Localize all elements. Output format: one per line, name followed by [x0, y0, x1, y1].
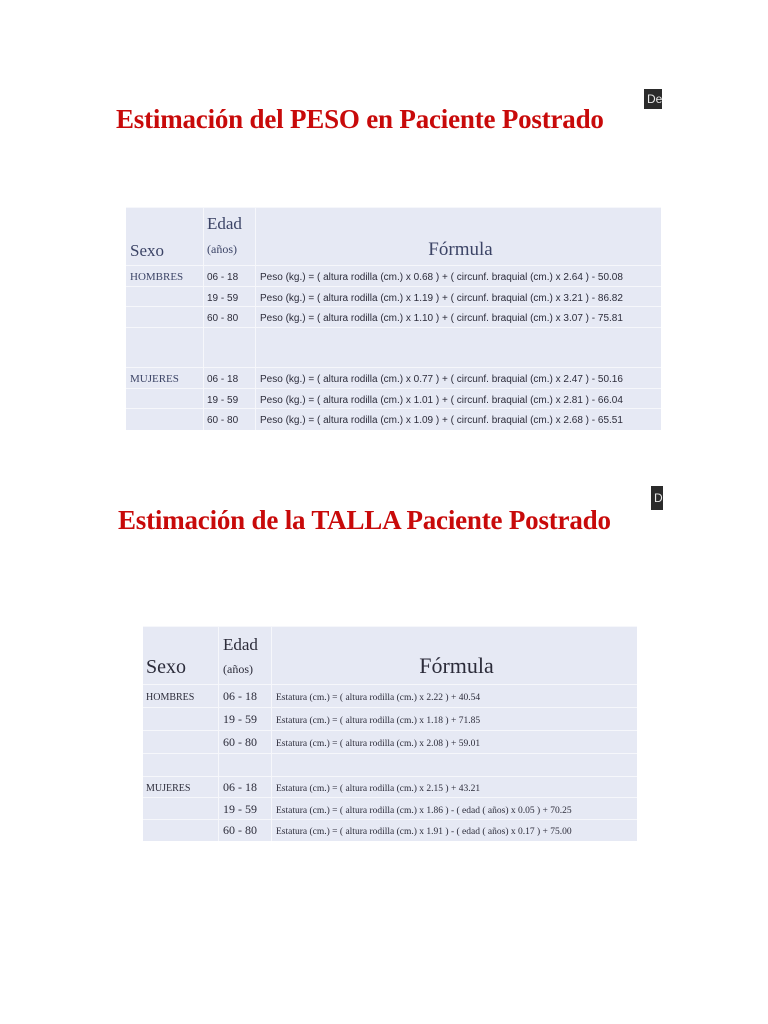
header-edad: Edad: [223, 634, 258, 654]
age-range: 06 - 18: [223, 780, 257, 794]
peso-formula-table: [126, 207, 661, 430]
formula-text: Peso (kg.) = ( altura rodilla (cm.) x 1.01 ) + ( circunf. braquial (cm.) x 2.81 ) - 66.04: [260, 394, 623, 406]
formula-text: Peso (kg.) = ( altura rodilla (cm.) x 0.77 ) + ( circunf. braquial (cm.) x 2.47 ) - 50.16: [260, 374, 623, 385]
age-range: 19 - 59: [207, 292, 239, 304]
table-row: [143, 731, 637, 754]
table-row: [143, 798, 637, 820]
header-edad: Edad: [207, 213, 242, 233]
age-range: 19 - 59: [223, 712, 257, 726]
table-header-row: [126, 208, 661, 234]
table-row: [126, 307, 661, 328]
sex-label: HOMBRES: [130, 271, 184, 283]
age-range: 19 - 59: [207, 394, 239, 406]
overlay-tag[interactable]: D: [651, 486, 663, 510]
age-range: 06 - 18: [223, 689, 257, 703]
sex-label: MUJERES: [130, 373, 179, 385]
sex-label: MUJERES: [146, 783, 191, 794]
table-row: [143, 820, 637, 841]
formula-text: Estatura (cm.) = ( altura rodilla (cm.) x 2.08 ) + 59.01: [276, 739, 481, 749]
age-range: 06 - 18: [207, 374, 239, 385]
formula-text: Peso (kg.) = ( altura rodilla (cm.) x 1.09 ) + ( circunf. braquial (cm.) x 2.68 ) - 65.51: [260, 415, 623, 427]
talla-section-title: Estimación de la TALLA Paciente Postrado: [118, 505, 611, 535]
header-formula: Fórmula: [419, 653, 494, 678]
header-anos: (años): [207, 242, 237, 257]
formula-text: Estatura (cm.) = ( altura rodilla (cm.) x 1.18 ) + 71.85: [276, 716, 481, 726]
age-range: 19 - 59: [223, 801, 257, 816]
table-row: [143, 685, 637, 708]
table-row-spacer: [126, 328, 661, 368]
header-formula: Fórmula: [428, 239, 493, 260]
age-range: 60 - 80: [207, 415, 239, 427]
table-row: [126, 368, 661, 389]
formula-text: Estatura (cm.) = ( altura rodilla (cm.) x 1.91 ) - ( edad ( años) x 0.17 ) + 75.00: [276, 827, 572, 838]
age-range: 60 - 80: [223, 735, 257, 749]
talla-formula-table: [143, 626, 637, 841]
table-row: [126, 389, 661, 409]
table-header-row: [143, 627, 637, 655]
formula-text: Estatura (cm.) = ( altura rodilla (cm.) x 1.86 ) - ( edad ( años) x 0.05 ) + 70.25: [276, 805, 572, 816]
age-range: 60 - 80: [207, 313, 239, 324]
table-row: [143, 708, 637, 731]
formula-text: Estatura (cm.) = ( altura rodilla (cm.) x 2.22 ) + 40.54: [276, 693, 481, 703]
table-row-spacer: [143, 754, 637, 777]
table-row: [143, 777, 637, 798]
table-row: [126, 266, 661, 287]
formula-text: Peso (kg.) = ( altura rodilla (cm.) x 1.10 ) + ( circunf. braquial (cm.) x 3.07 ) - 75.81: [260, 313, 623, 324]
header-anos: (años): [223, 662, 253, 677]
header-sexo: Sexo: [146, 656, 186, 678]
formula-text: Peso (kg.) = ( altura rodilla (cm.) x 0.68 ) + ( circunf. braquial (cm.) x 2.64 ) - 50.08: [260, 272, 623, 283]
age-range: 60 - 80: [223, 823, 257, 838]
formula-text: Peso (kg.) = ( altura rodilla (cm.) x 1.19 ) + ( circunf. braquial (cm.) x 3.21 ) - 86.82: [260, 292, 623, 304]
header-sexo: Sexo: [130, 241, 164, 260]
age-range: 06 - 18: [207, 272, 239, 283]
formula-text: Estatura (cm.) = ( altura rodilla (cm.) x 2.15 ) + 43.21: [276, 784, 481, 794]
table-row: [126, 287, 661, 307]
peso-section-title: Estimación del PESO en Paciente Postrado: [116, 104, 604, 134]
sex-label: HOMBRES: [146, 692, 195, 703]
overlay-tag[interactable]: De: [644, 89, 662, 109]
table-row: [126, 409, 661, 430]
